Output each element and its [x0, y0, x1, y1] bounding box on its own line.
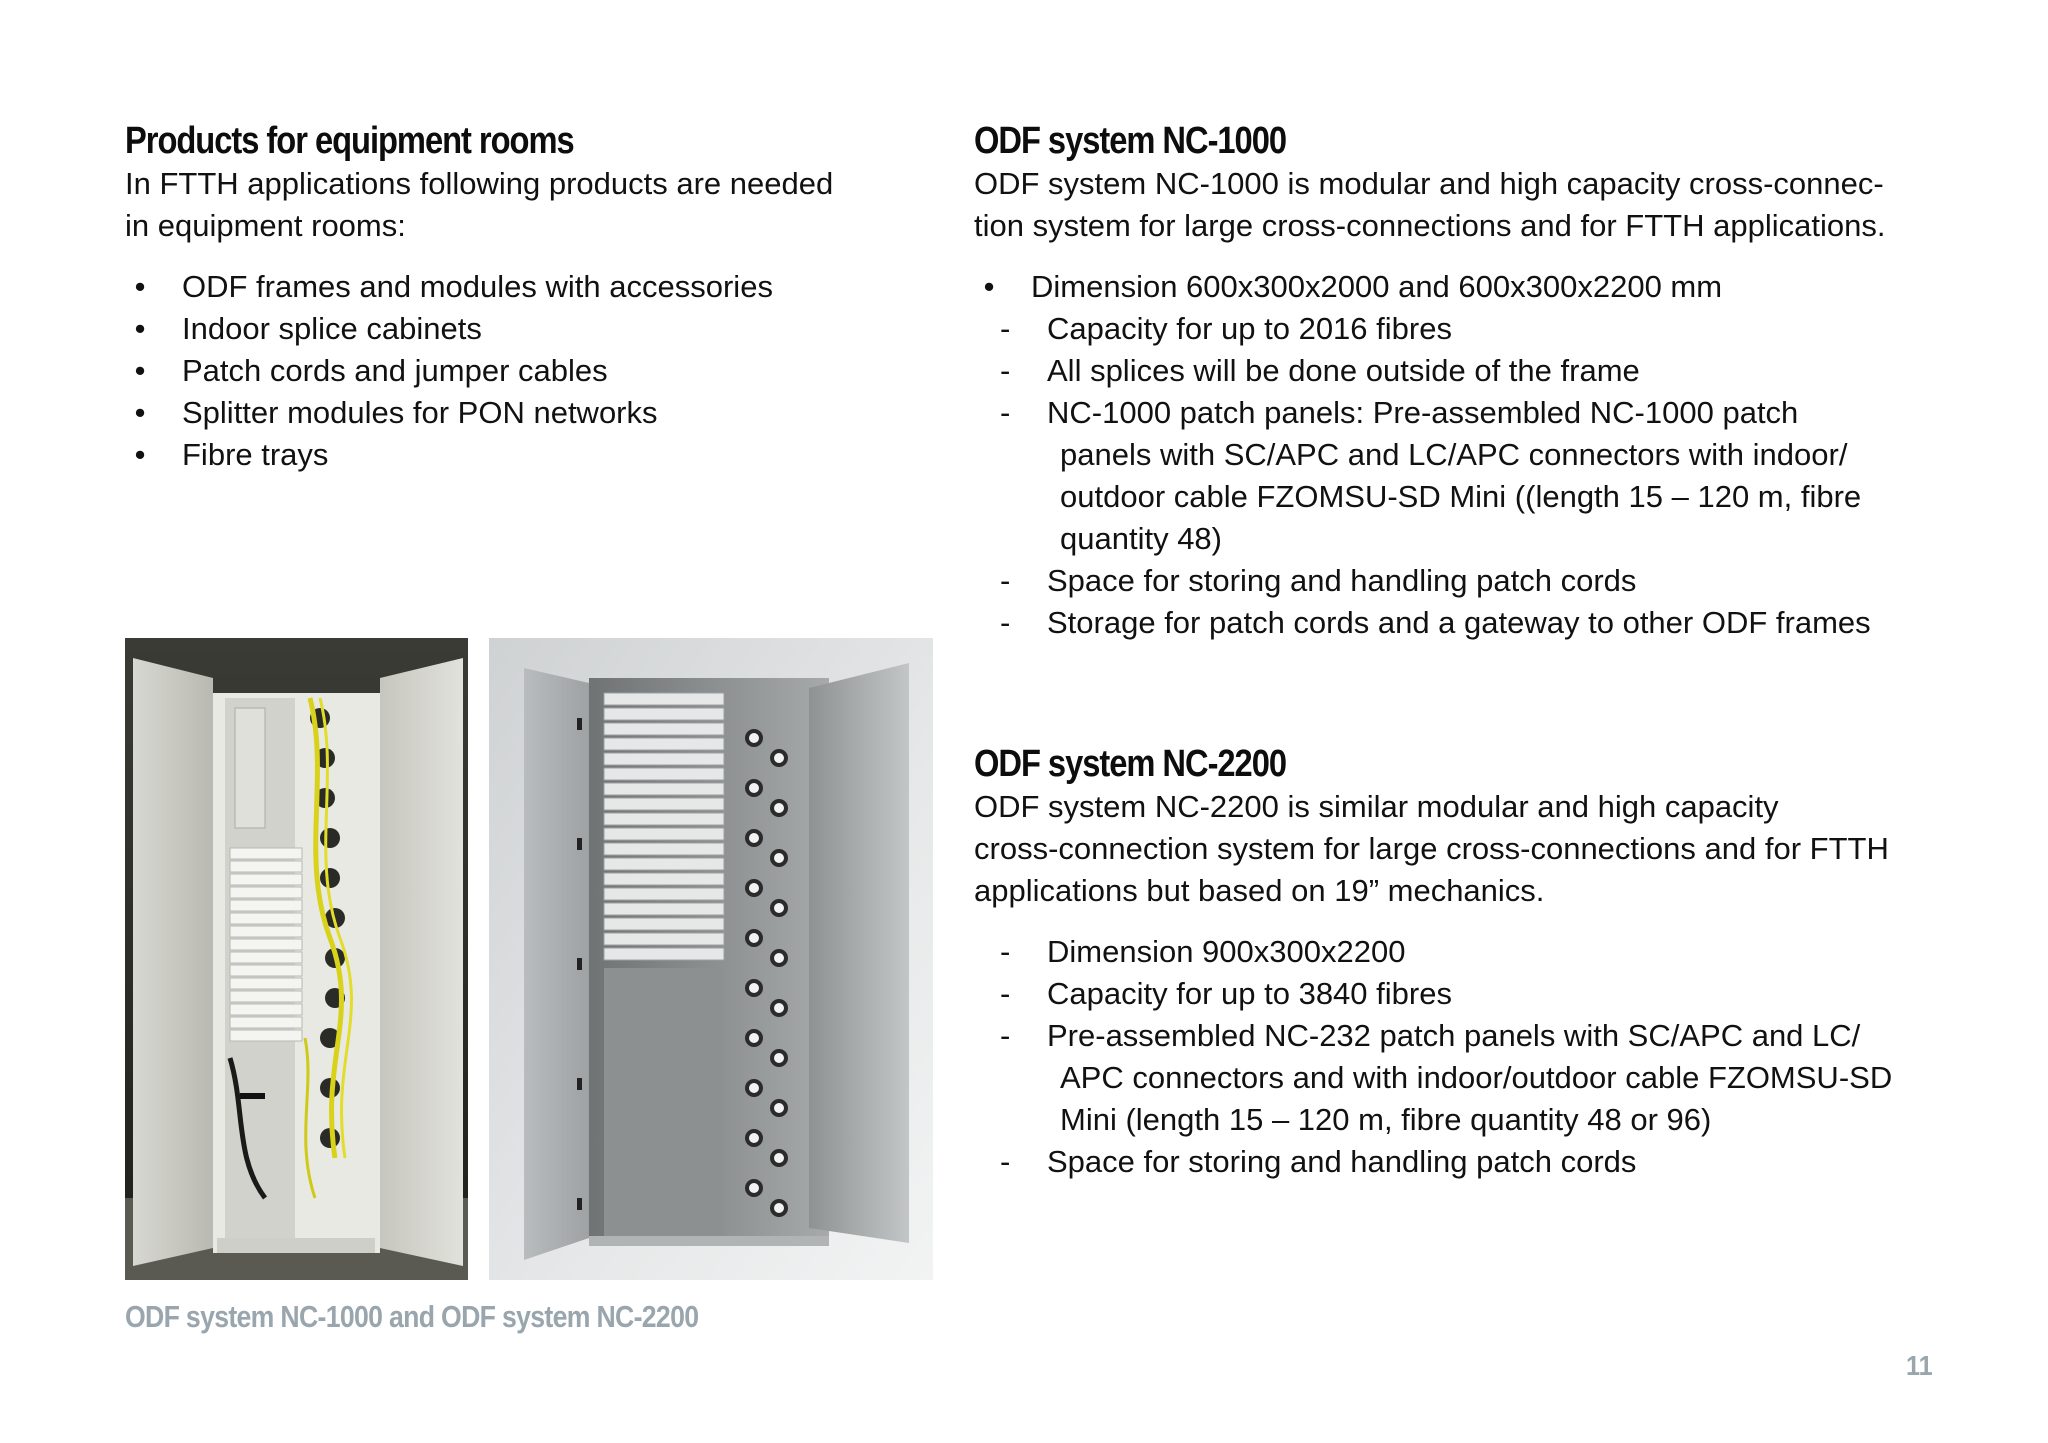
list-item: - Capacity for up to 3840 fibres: [1000, 973, 1892, 1015]
list-item: • Patch cords and jumper cables: [125, 350, 773, 392]
bullet-icon: •: [134, 437, 146, 472]
list-item: • ODF frames and modules with accessories: [125, 266, 773, 308]
nc2200-intro-line: ODF system NC-2200 is similar modular and high capacity: [974, 789, 1779, 824]
list-item: - Dimension 900x300x2200: [1000, 931, 1892, 973]
list-item: • Dimension 600x300x2000 and 600x300x2200 mm: [974, 266, 1722, 308]
left-intro-line: In FTTH applications following products are needed: [125, 166, 834, 201]
dash-icon: -: [1000, 563, 1011, 598]
list-item: • Indoor splice cabinets: [125, 308, 773, 350]
nc2200-intro-line: applications but based on 19” mechanics.: [974, 873, 1545, 908]
nc1000-intro-line: ODF system NC-1000 is modular and high capacity cross-connec-: [974, 166, 1884, 201]
nc1000-intro: [974, 163, 1974, 247]
bullet-icon: •: [134, 311, 146, 346]
bullet-icon: •: [134, 353, 146, 388]
left-intro-line: in equipment rooms:: [125, 208, 406, 243]
dash-icon: -: [1000, 934, 1011, 969]
list-item: - Space for storing and handling patch cords: [1000, 1141, 1892, 1183]
list-item: - All splices will be done outside of the frame: [1000, 350, 1871, 392]
nc1000-dash-list: [1000, 308, 1871, 644]
nc1000-intro-line: tion system for large cross-connections and for FTTH applications.: [974, 208, 1886, 243]
list-item: - Pre-assembled NC-232 patch panels with SC/APC and LC/ APC connectors and with indoor/outdoor cable FZOMSU-SD Mini (length 15 – 120 m, fibre quantity 48 or 96): [1000, 1015, 1892, 1141]
nc2200-intro: [974, 786, 1974, 912]
dash-icon: -: [1000, 605, 1011, 640]
dash-icon: -: [1000, 395, 1011, 430]
dash-icon: -: [1000, 1018, 1011, 1053]
list-item: - Space for storing and handling patch cords: [1000, 560, 1871, 602]
dash-icon: -: [1000, 976, 1011, 1011]
nc1000-heading: ODF system NC-1000: [974, 120, 1286, 162]
list-item: - Storage for patch cords and a gateway to other ODF frames: [1000, 602, 1871, 644]
nc2200-heading: ODF system NC-2200: [974, 743, 1286, 785]
list-item: • Fibre trays: [125, 434, 773, 476]
bullet-icon: •: [983, 269, 995, 304]
nc1000-cabinet-photo: [125, 638, 468, 1280]
list-item: - NC-1000 patch panels: Pre-assembled NC-1000 patch panels with SC/APC and LC/APC connectors with indoor/ outdoor cable FZOMSU-SD Mini ((length 15 – 120 m, fibre quantity 48): [1000, 392, 1871, 560]
nc2200-dash-list: [1000, 931, 1892, 1183]
dash-icon: -: [1000, 1144, 1011, 1179]
nc2200-intro-line: cross-connection system for large cross-connections and for FTTH: [974, 831, 1889, 866]
bullet-icon: •: [134, 395, 146, 430]
dash-icon: -: [1000, 311, 1011, 346]
left-heading: Products for equipment rooms: [125, 120, 574, 162]
page-number: 11: [1906, 1350, 1933, 1381]
nc2200-cabinet-photo: [489, 638, 933, 1280]
dash-icon: -: [1000, 353, 1011, 388]
list-item: - Capacity for up to 2016 fibres: [1000, 308, 1871, 350]
bullet-icon: •: [134, 269, 146, 304]
nc1000-bullet-list: [974, 266, 1722, 308]
photo-caption: ODF system NC-1000 and ODF system NC-2200: [125, 1299, 699, 1334]
list-item: • Splitter modules for PON networks: [125, 392, 773, 434]
left-intro: [125, 163, 885, 247]
left-bullet-list: [125, 266, 773, 476]
